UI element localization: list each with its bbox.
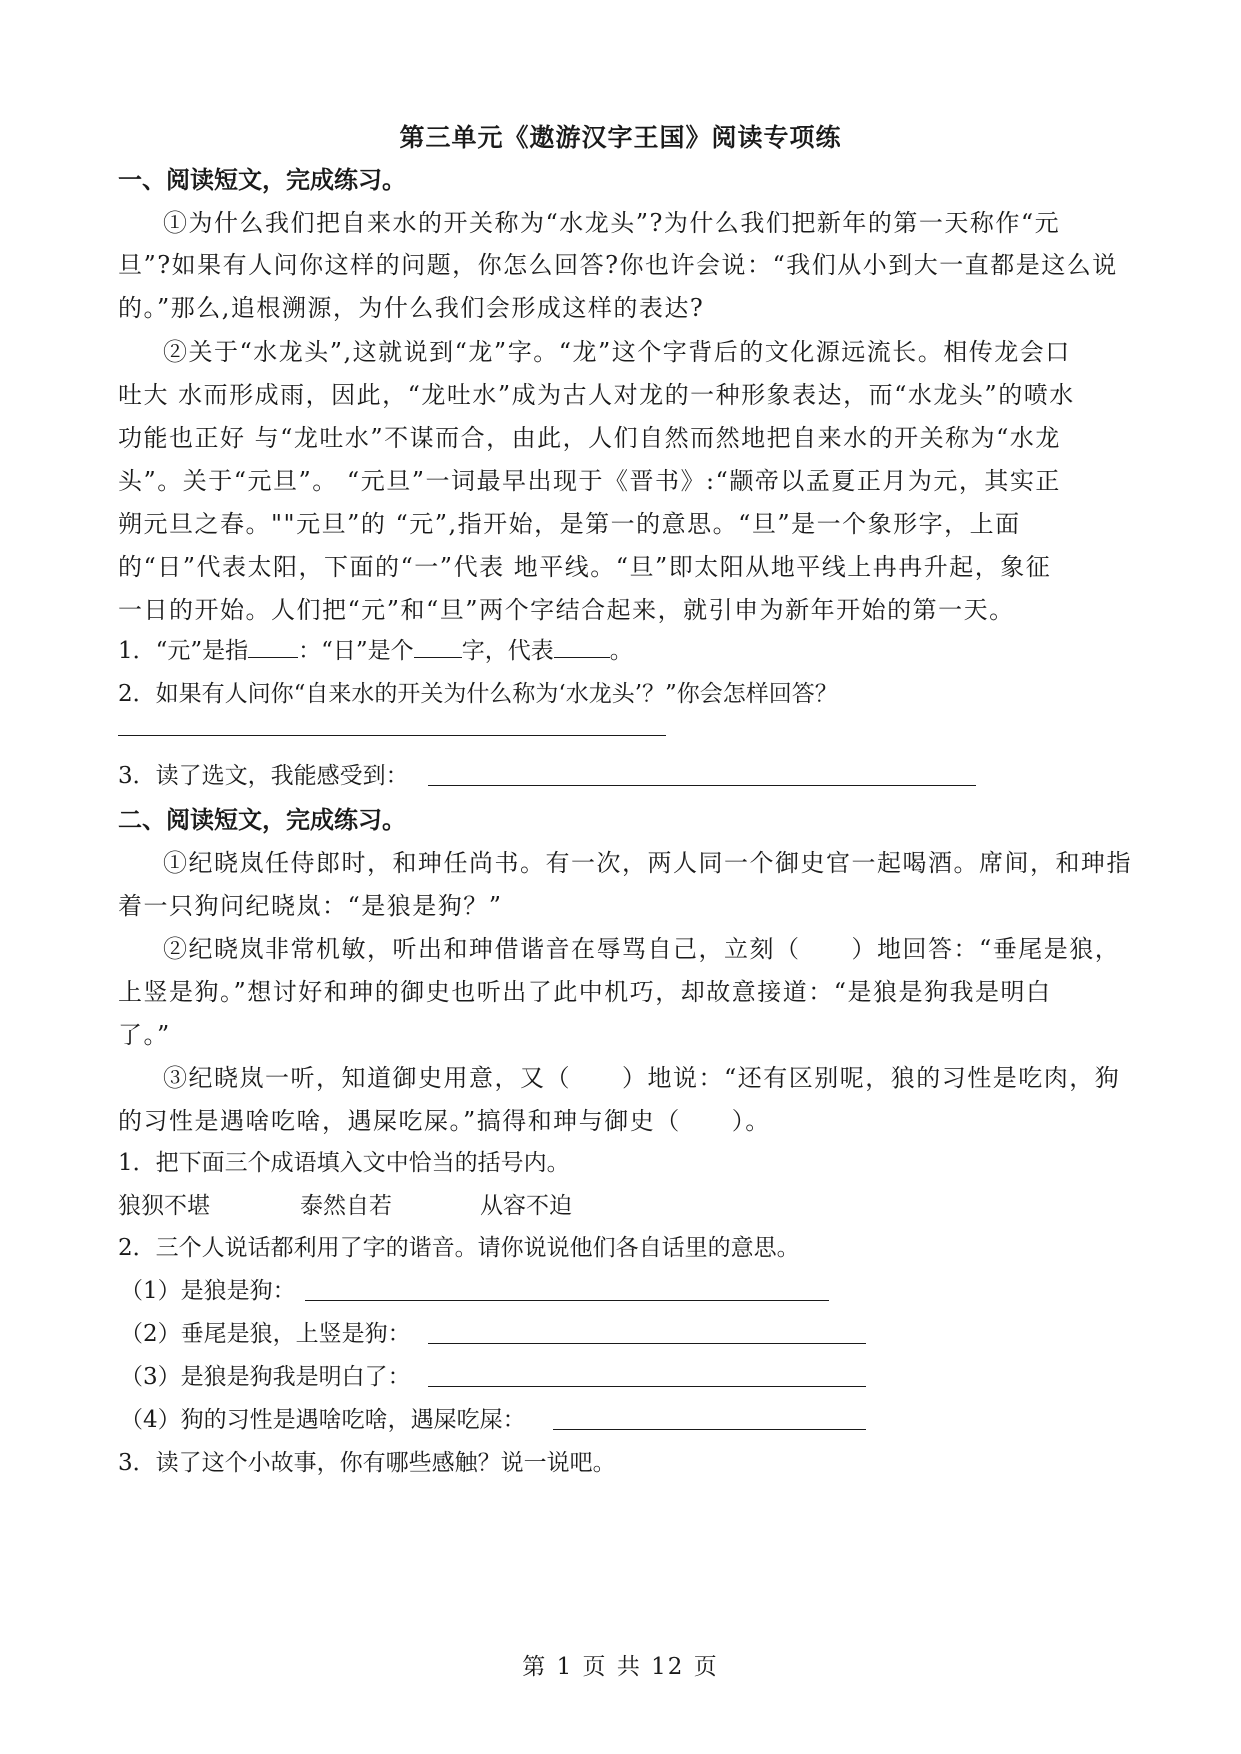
passage2-line: 的习性是遇啥吃啥，遇屎吃屎。”搞得和珅与御史（ ）。 (118, 1107, 771, 1135)
q1-text-d: 。 (609, 638, 633, 664)
passage1-line: 一日的开始。人们把“元”和“旦”两个字结合起来，就引申为新年开始的第一天。 (118, 596, 1015, 624)
answer-line[interactable] (305, 1300, 829, 1301)
question-1-1 (118, 632, 633, 665)
idiom-option: 从容不迫 (480, 1193, 572, 1219)
answer-blank[interactable] (554, 635, 610, 658)
passage1-line: 吐大 水而形成雨，因此，“龙吐水”成为古人对龙的一种形象表达，而“水龙头”的喷水 (118, 381, 1075, 409)
sub-question-4: （4）狗的习性是遇啥吃啥，遇屎吃屎： (120, 1407, 526, 1433)
answer-line[interactable] (118, 735, 666, 736)
sub-question-1: （1）是狼是狗： (120, 1278, 296, 1304)
passage1-line: 功能也正好 与“龙吐水”不谋而合，由此，人们自然而然地把自来水的开关称为“水龙 (118, 424, 1061, 452)
page-title: 第三单元《遨游汉字王国》阅读专项练 (399, 123, 842, 152)
page-number: 第 1 页 共 12 页 (522, 1654, 719, 1680)
sub-question-3: （3）是狼是狗我是明白了： (120, 1364, 411, 1390)
section1-heading: 一、阅读短文，完成练习。 (118, 166, 406, 194)
passage1-line: 朔元旦之春。""元旦”的 “元”,指开始，是第一的意思。“旦”是一个象形字，上面 (118, 510, 1021, 538)
question-2-1: 1．把下面三个成语填入文中恰当的括号内。 (118, 1150, 570, 1176)
passage2-line: 着一只狗问纪晓岚：“是狼是狗？” (118, 892, 503, 920)
passage1-line: ①为什么我们把自来水的开关称为“水龙头”?为什么我们把新年的第一天称作“元 (163, 209, 1061, 237)
q1-text-b: ：“日”是个 (298, 638, 414, 664)
passage1-line: 头”。关于“元旦”。 “元旦”一词最早出现于《晋书》:“颛帝以孟夏正月为元，其实正 (118, 467, 1061, 495)
question-1-3 (118, 757, 409, 790)
answer-blank[interactable] (414, 635, 462, 658)
q1-text-c: 字，代表 (461, 638, 554, 664)
question-2-3: 3．读了这个小故事，你有哪些感触？说一说吧。 (118, 1450, 616, 1476)
sub-question-2: （2）垂尾是狼，上竖是狗： (120, 1321, 411, 1347)
passage1-line: ②关于“水龙头”,这就说到“龙”字。“龙”这个字背后的文化源远流长。相传龙会口 (163, 338, 1071, 366)
question-1-2: 2．如果有人问你“自来水的开关为什么称为‘水龙头’？”你会怎样回答？ (118, 681, 838, 707)
answer-line[interactable] (428, 785, 976, 786)
q1-text-a: 1．“元”是指 (118, 638, 249, 664)
question-2-2: 2．三个人说话都利用了字的谐音。请你说说他们各自话里的意思。 (118, 1235, 800, 1261)
section2-heading: 二、阅读短文，完成练习。 (118, 806, 406, 834)
passage2-line: ③纪晓岚一听，知道御史用意，又（ ）地说：“还有区别呢，狼的习性是吃肉，狗 (163, 1064, 1121, 1092)
passage1-line: 旦”?如果有人问你这样的问题，你怎么回答?你也许会说：“我们从小到大一直都是这么说 (118, 251, 1118, 279)
passage2-line: ②纪晓岚非常机敏，听出和珅借谐音在辱骂自己，立刻（ ）地回答：“垂尾是狼， (163, 935, 1121, 963)
answer-line[interactable] (428, 1343, 866, 1344)
q3-text: 3．读了选文，我能感受到： (118, 763, 409, 789)
answer-line[interactable] (553, 1429, 866, 1430)
idiom-option: 狼狈不堪 (118, 1193, 210, 1219)
passage2-line: 了。” (118, 1021, 171, 1049)
passage2-line: ①纪晓岚任侍郎时，和珅任尚书。有一次，两人同一个御史官一起喝酒。席间，和珅指 (163, 849, 1132, 877)
passage2-line: 上竖是狗。”想讨好和珅的御史也听出了此中机巧，却故意接道：“是狼是狗我是明白 (118, 978, 1052, 1006)
answer-blank[interactable] (248, 635, 298, 658)
idiom-option: 泰然自若 (300, 1193, 392, 1219)
passage1-line: 的“日”代表太阳，下面的“一”代表 地平线。“旦”即太阳从地平线上冉冉升起，象征 (118, 553, 1052, 581)
passage1-line: 的。”那么,追根溯源，为什么我们会形成这样的表达? (118, 294, 705, 322)
answer-line[interactable] (428, 1386, 866, 1387)
